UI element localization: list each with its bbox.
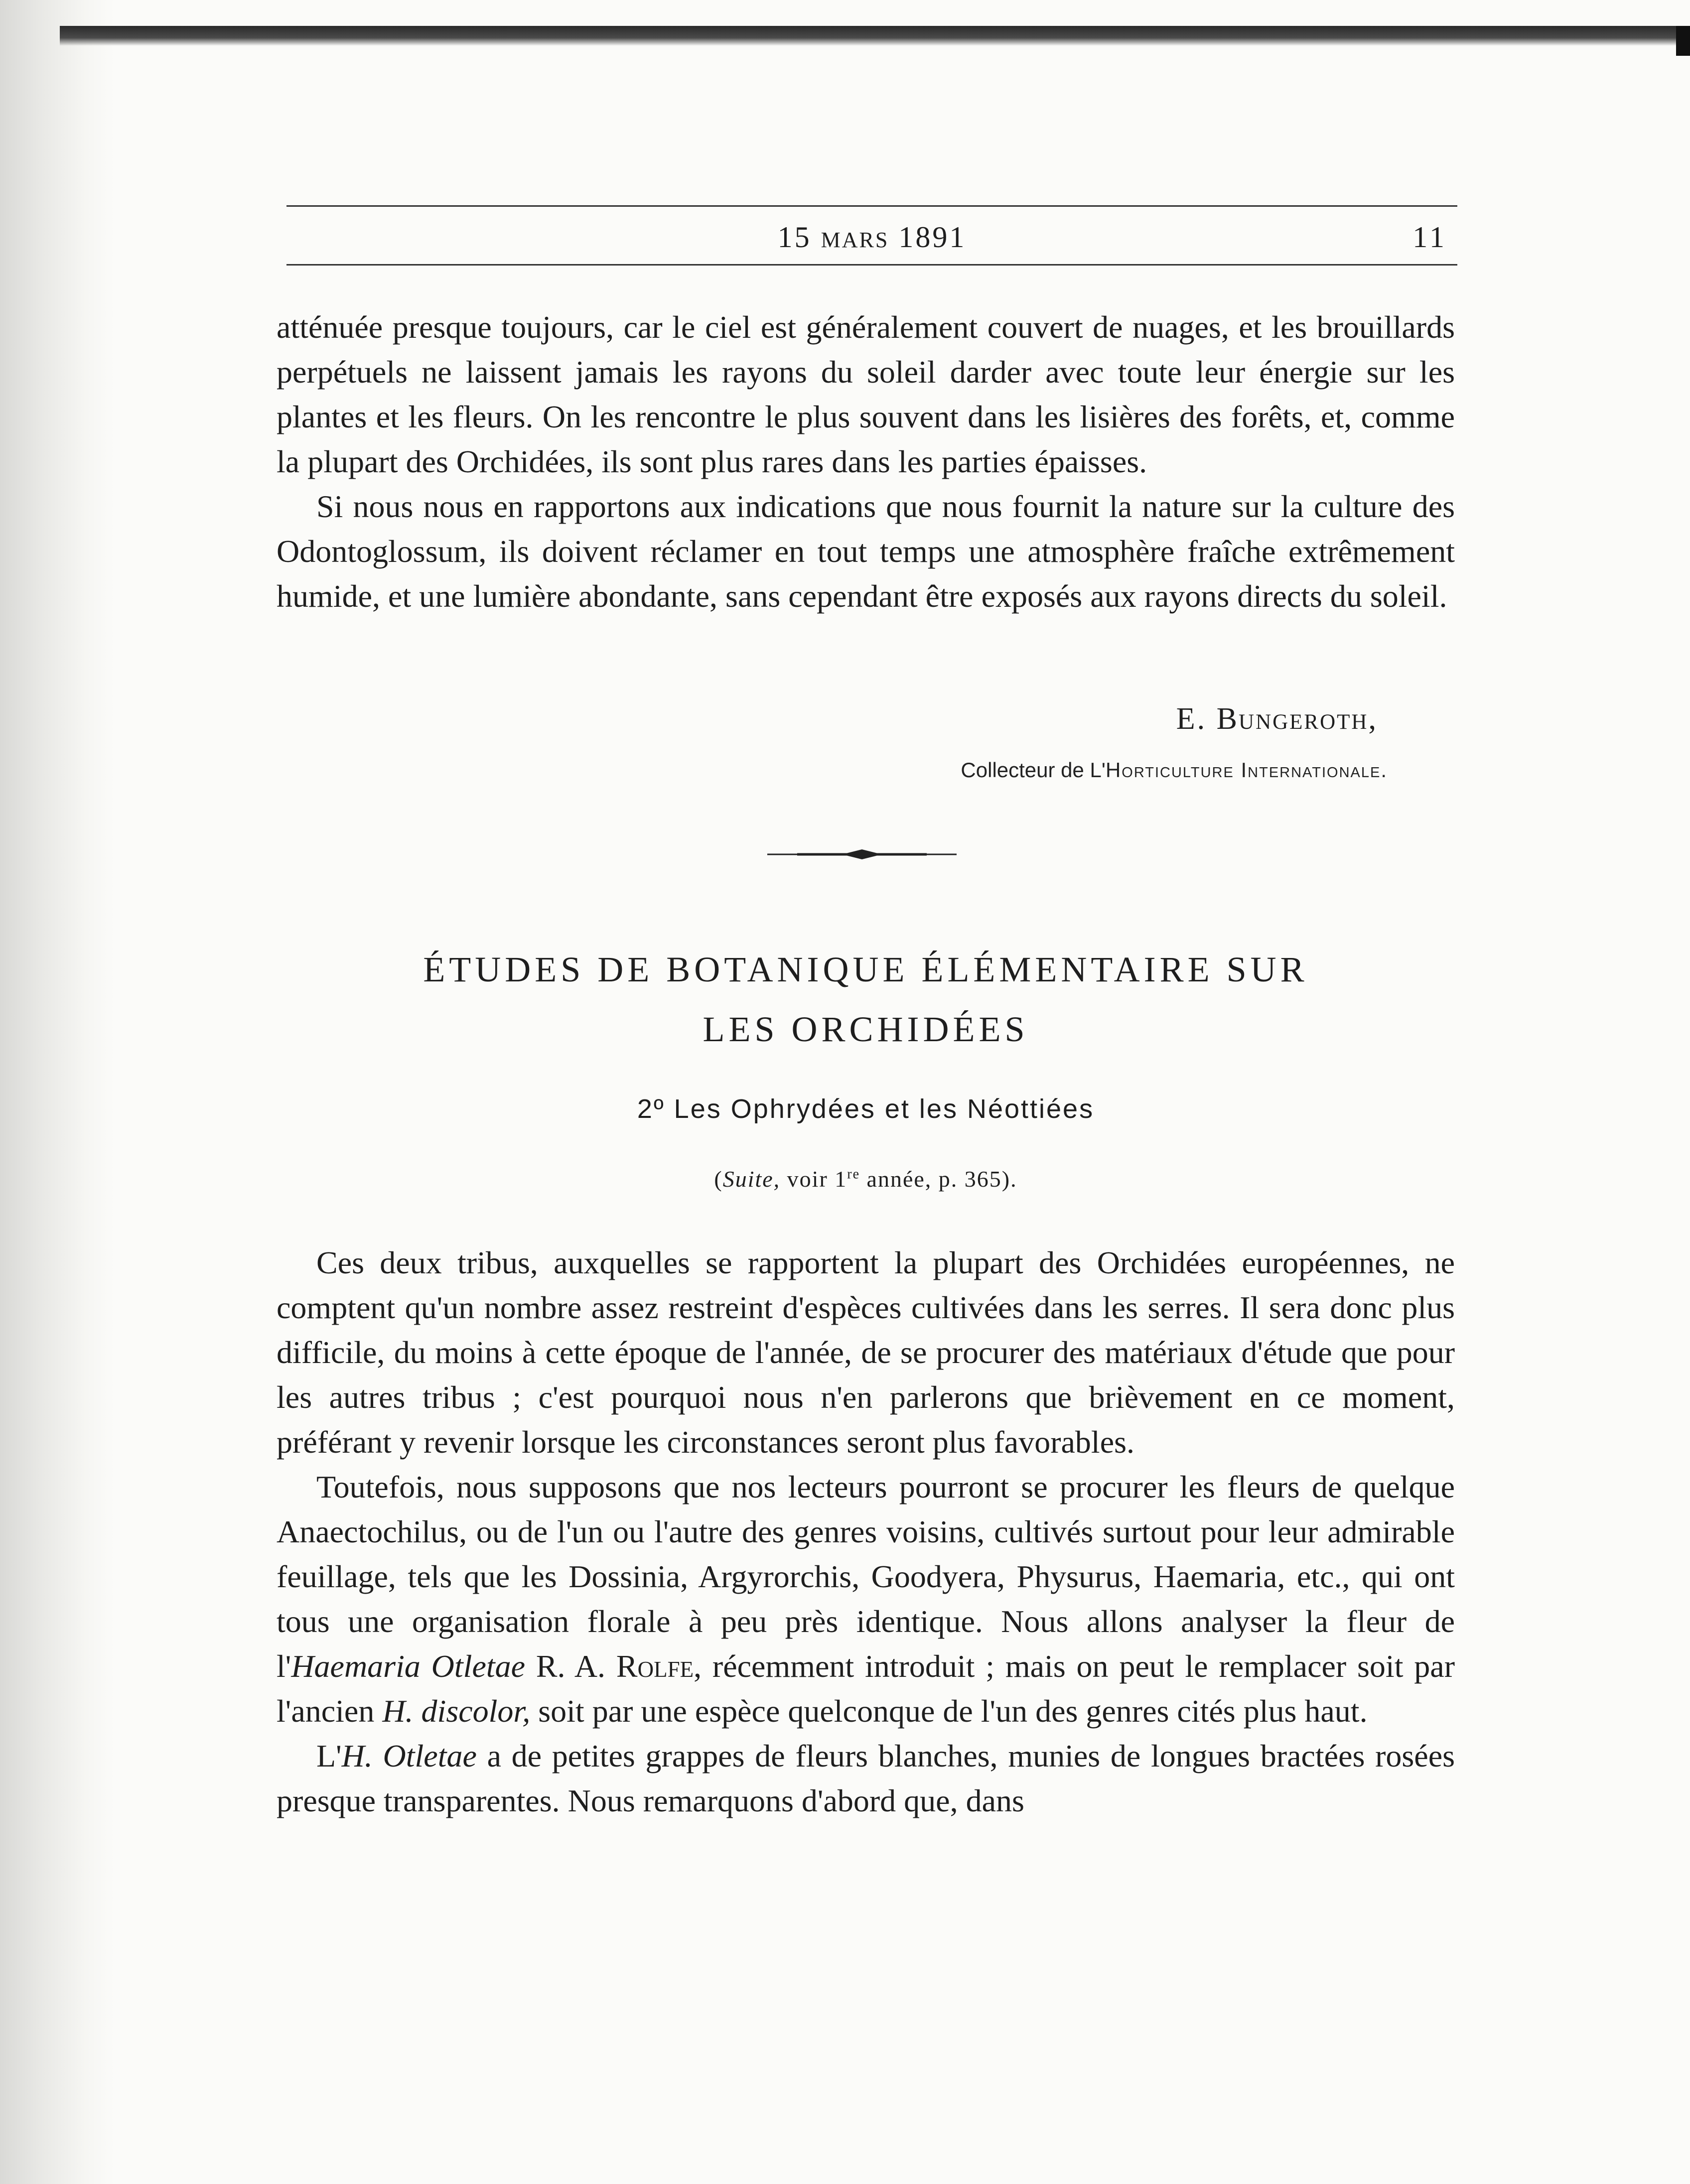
species-name: H. discolor, — [382, 1693, 531, 1729]
reference-line — [277, 1166, 1455, 1192]
text-run: soit par une espèce quelconque de l'un des genres cités plus haut. — [530, 1693, 1368, 1729]
paragraph: Ces deux tribus, auxquelles se rapportent la plupart des Orchidées européennes, ne comptent qu'un nombre assez restreint d'espèces cultivées dans les serres. Il sera donc plus difficile, du moins à cette époque de l'année, de se procurer des matériaux d'étude que pour les autres tribus ; c'est pourquoi nous n'en parlerons que brièvement en ce moment, préférant y revenir lorsque les circonstances seront plus favorables. — [277, 1245, 1455, 1460]
collector-prefix: Collecteur de L' — [961, 758, 1106, 782]
text-run: R. A. — [525, 1648, 616, 1684]
article-title-line1: ÉTUDES DE BOTANIQUE ÉLÉMENTAIRE SUR — [423, 950, 1308, 989]
date-year: 1891 — [898, 221, 967, 254]
text-run: Toutefois, nous supposons que nos lecteurs pourront se procurer les fleurs de quelque Anaectochilus, ou de l'un ou l'autre des genres voisins, cultivés surtout pour leur admirable feuillage, tels que les Dossinia, Argyrorchis, Goodyera, Physurus, Haemaria, etc., qui ont tous une organisation florale à peu près identique. Nous allons analyser la fleur de l' — [277, 1469, 1455, 1684]
author-name: Rolfe, — [616, 1648, 702, 1684]
paragraph — [277, 1465, 1455, 1734]
article-title-line2: LES ORCHIDÉES — [703, 1009, 1029, 1049]
scan-right-edge — [1676, 26, 1690, 56]
article-subtitle: 2º Les Ophrydées et les Néottiées — [637, 1094, 1095, 1124]
running-date — [286, 220, 1457, 255]
species-name: Haemaria Otletae — [291, 1648, 526, 1684]
text-run: a de petites grappes de fleurs blanches, munies de longues bractées rosées presque transparentes. Nous remarquons d'abord que, dans — [277, 1738, 1455, 1818]
article2-body — [277, 1240, 1455, 1823]
signature — [277, 701, 1378, 737]
ref-open: ( — [714, 1166, 723, 1192]
page-number: 11 — [1412, 221, 1447, 254]
header-rule-bottom — [286, 264, 1457, 266]
collector-org: Horticulture Internationale. — [1105, 758, 1388, 782]
paragraph: atténuée presque toujours, car le ciel est généralement couvert de nuages, et les brouillards perpétuels ne laissent jamais les rayons du soleil darder avec toute leur énergie sur les plantes et les fleurs. On les rencontre le plus souvent dans les lisières des forêts, et, comme la plupart des Orchidées, ils sont plus rares dans les parties épaisses. — [277, 309, 1455, 479]
ref-rest: année, p. 365). — [860, 1166, 1017, 1192]
scan-shadow — [0, 0, 115, 2184]
header-rule-top — [286, 205, 1457, 207]
ref-sup: re — [847, 1166, 860, 1182]
date-month: MARS — [821, 228, 889, 252]
signature-initial: E. — [1176, 702, 1217, 736]
signature-name: Bungeroth, — [1216, 702, 1378, 736]
ref-suite: Suite, — [722, 1166, 781, 1192]
paragraph — [277, 1734, 1455, 1823]
text-run: récemment introduit ; mais on peut le remplacer soit par l'ancien — [277, 1648, 1455, 1729]
ref-voir: voir 1 — [780, 1166, 847, 1192]
species-name: H. Otletae — [341, 1738, 477, 1774]
date-day: 15 — [777, 221, 812, 254]
ornament-divider — [767, 847, 957, 862]
scan-top-edge — [60, 26, 1690, 46]
text-run: L' — [316, 1738, 342, 1774]
paragraph: Si nous nous en rapportons aux indications que nous fournit la nature sur la culture des Odontoglossum, ils doivent réclamer en tout temps une atmosphère fraîche extrêmement humide, et une lumière abondante, sans cependant être exposés aux rayons directs du soleil. — [277, 489, 1455, 614]
collector-credit — [277, 758, 1388, 782]
article1-body — [277, 305, 1455, 619]
running-header — [286, 215, 1457, 260]
